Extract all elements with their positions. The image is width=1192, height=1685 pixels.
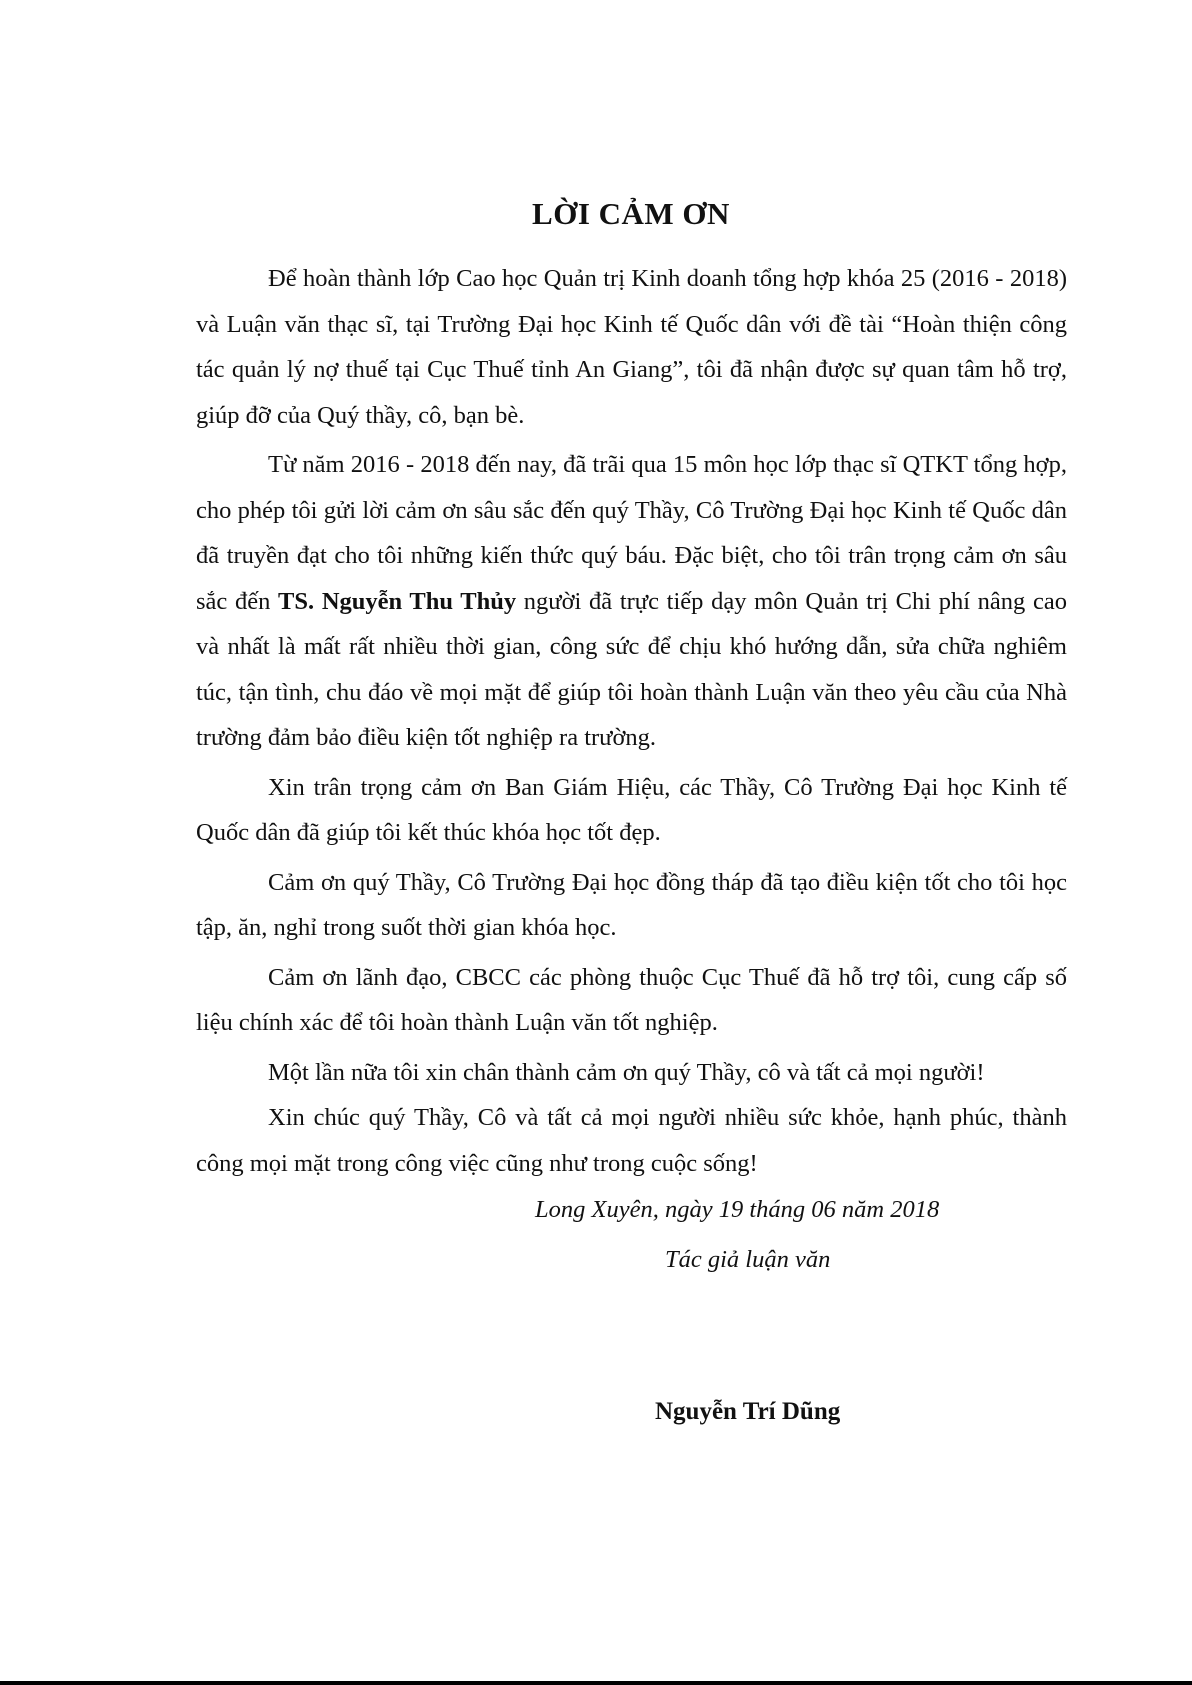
paragraph-text-continued: người đã trực tiếp dạy môn Quản trị Chi phí nâng cao và nhất là mất rất nhiều thời gian, công sức để chịu khó hướng dẫn, sửa chữa nghiêm túc, tận tình, chu đáo về mọi mặt để giúp tôi hoàn thành Luận văn theo yêu cầu của Nhà trường đảm bảo điều kiện tốt nghiệp ra trường. (196, 587, 1067, 751)
page-bottom-border (0, 1681, 1192, 1685)
paragraph-text: Từ năm 2016 - 2018 đến nay, đã trãi qua 15 môn học lớp thạc sĩ QTKT tổng hợp, cho phép tôi gửi lời cảm ơn sâu sắc đến quý Thầy, Cô Trường Đại học Kinh tế Quốc dân đã truyền đạt cho tôi những kiến thức quý báu. Đặc biệt, cho tôi trân trọng cảm ơn sâu sắc đến (196, 451, 1067, 615)
paragraph-text: Để hoàn thành lớp Cao học Quản trị Kinh doanh tổng hợp khóa 25 (2016 - 2018) và Luận văn thạc sĩ, tại Trường Đại học Kinh tế Quốc dân với đề tài “Hoàn thiện công tác quản lý nợ thuế tại Cục Thuế tỉnh An Giang”, tôi đã nhận được sự quan tâm hỗ trợ, giúp đỡ của Quý thầy, cô, bạn bè. (196, 265, 1067, 429)
paragraph-dong-thap-thanks (196, 860, 1067, 951)
paragraph-text: Cảm ơn lãnh đạo, CBCC các phòng thuộc Cục Thuế đã hỗ trợ tôi, cung cấp số liệu chính xác để tôi hoàn thành Luận văn tốt nghiệp. (196, 963, 1067, 1036)
paragraph-closing-thanks (196, 1050, 1067, 1096)
paragraph-text: Xin trân trọng cảm ơn Ban Giám Hiệu, các Thầy, Cô Trường Đại học Kinh tế Quốc dân đã giúp tôi kết thúc khóa học tốt đẹp. (196, 773, 1067, 846)
paragraph-gratitude-teachers (196, 442, 1067, 761)
paragraph-text: Một lần nữa tôi xin chân thành cảm ơn quý Thầy, cô và tất cả mọi người! (268, 1058, 985, 1086)
paragraph-text: Cảm ơn quý Thầy, Cô Trường Đại học đồng tháp đã tạo điều kiện tốt cho tôi học tập, ăn, nghỉ trong suốt thời gian khóa học. (196, 868, 1067, 941)
advisor-name: TS. Nguyễn Thu Thủy (278, 587, 517, 615)
paragraph-wishes (196, 1095, 1067, 1186)
paragraph-tax-dept-thanks (196, 955, 1067, 1046)
signer-name: Nguyễn Trí Dũng (655, 1398, 841, 1425)
place-date: Long Xuyên, ngày 19 tháng 06 năm 2018 (535, 1196, 940, 1223)
document-body (196, 256, 1067, 1186)
paragraph-intro (196, 256, 1067, 438)
page-title: LỜI CẢM ƠN (532, 196, 730, 231)
author-role: Tác giả luận văn (665, 1246, 831, 1273)
paragraph-board-thanks (196, 765, 1067, 856)
paragraph-text: Xin chúc quý Thầy, Cô và tất cả mọi người nhiều sức khỏe, hạnh phúc, thành công mọi mặt trong công việc cũng như trong cuộc sống! (196, 1104, 1067, 1177)
